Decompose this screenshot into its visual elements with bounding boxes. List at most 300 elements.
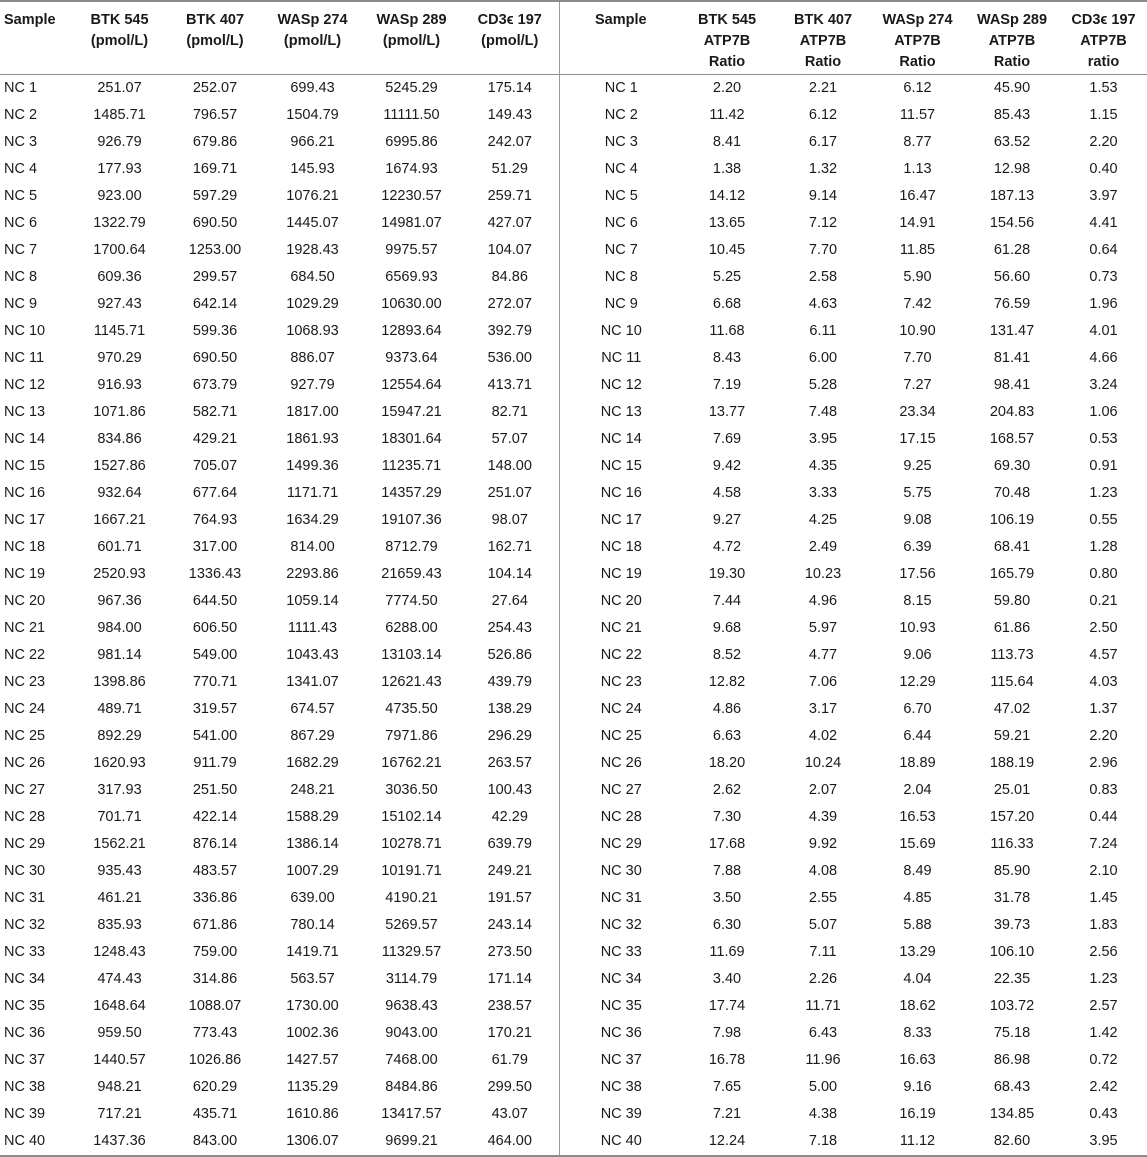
value-cell: 272.07 <box>487 296 532 312</box>
value-cell: 115.64 <box>990 674 1034 690</box>
value-cell: 690.50 <box>192 215 238 231</box>
value-cell: 1068.93 <box>286 323 339 339</box>
value-cell: 18.62 <box>899 998 936 1014</box>
value-cell: 5.97 <box>808 620 838 636</box>
value-cell: 191.57 <box>487 890 532 906</box>
value-cell: 2293.86 <box>286 566 339 582</box>
value-cell: 9.92 <box>808 836 838 852</box>
header-line: ATP7B <box>894 33 941 49</box>
value-cell: 9.25 <box>903 458 932 474</box>
sample-cell: NC 29 <box>559 831 679 858</box>
value-cell: 867.29 <box>290 728 335 744</box>
value-cell: 549.00 <box>192 647 238 663</box>
sample-cell: NC 14 <box>559 426 679 453</box>
value-cell: 3.97 <box>1089 188 1118 204</box>
sample-cell: NC 35 <box>4 998 46 1014</box>
value-cell: 15.69 <box>899 836 936 852</box>
value-cell: 0.64 <box>1089 242 1118 258</box>
value-cell: 259.71 <box>487 188 532 204</box>
left-column-header-2 <box>167 1 263 75</box>
value-cell: 82.60 <box>993 1133 1031 1149</box>
value-cell: 12621.43 <box>381 674 442 690</box>
value-cell: 4.25 <box>808 512 838 528</box>
value-cell: 56.60 <box>993 269 1031 285</box>
value-cell: 6.39 <box>903 539 932 555</box>
value-cell: 601.71 <box>97 539 142 555</box>
value-cell: 25.01 <box>993 782 1031 798</box>
sample-cell: NC 13 <box>4 404 46 420</box>
value-cell: 461.21 <box>97 890 142 906</box>
table-row <box>0 615 1147 642</box>
value-cell: 6.43 <box>808 1025 838 1041</box>
value-cell: 773.43 <box>192 1025 238 1041</box>
sample-cell: NC 26 <box>559 750 679 777</box>
sample-cell: NC 38 <box>4 1079 46 1095</box>
value-cell: 68.41 <box>993 539 1031 555</box>
value-cell: 886.07 <box>290 350 335 366</box>
header-line: BTK 407 <box>793 12 853 28</box>
value-cell: 717.21 <box>97 1106 142 1122</box>
sample-cell: NC 19 <box>4 566 46 582</box>
header-line: BTK 545 <box>90 12 149 28</box>
table-row <box>0 858 1147 885</box>
table-row <box>0 480 1147 507</box>
value-cell: 927.43 <box>97 296 142 312</box>
value-cell: 1.32 <box>808 161 838 177</box>
value-cell: 12893.64 <box>381 323 442 339</box>
value-cell: 677.64 <box>192 485 238 501</box>
value-cell: 84.86 <box>491 269 528 285</box>
value-cell: 170.21 <box>487 1025 532 1041</box>
header-line: WASp 289 <box>376 12 447 28</box>
value-cell: 4.85 <box>903 890 932 906</box>
header-line: CD3ϵ 197 <box>1071 12 1136 28</box>
value-cell: 1.37 <box>1089 701 1118 717</box>
value-cell: 1648.64 <box>93 998 146 1014</box>
header-line: ratio <box>1087 54 1120 70</box>
value-cell: 3.17 <box>808 701 838 717</box>
value-cell: 1.45 <box>1089 890 1118 906</box>
value-cell: 582.71 <box>192 404 238 420</box>
sample-cell: NC 16 <box>559 480 679 507</box>
sample-cell: NC 39 <box>4 1106 46 1122</box>
value-cell: 17.56 <box>899 566 936 582</box>
value-cell: 4.41 <box>1089 215 1118 231</box>
value-cell: 1440.57 <box>93 1052 146 1068</box>
sample-cell: NC 2 <box>4 107 38 123</box>
table-row <box>0 642 1147 669</box>
value-cell: 47.02 <box>993 701 1031 717</box>
value-cell: 699.43 <box>290 80 335 96</box>
value-cell: 489.71 <box>97 701 142 717</box>
value-cell: 12.82 <box>708 674 746 690</box>
value-cell: 1667.21 <box>93 512 146 528</box>
value-cell: 2.42 <box>1089 1079 1118 1095</box>
value-cell: 14.12 <box>708 188 746 204</box>
table-row <box>0 1020 1147 1047</box>
value-cell: 242.07 <box>487 134 532 150</box>
value-cell: 1588.29 <box>286 809 339 825</box>
sample-cell: NC 5 <box>4 188 38 204</box>
value-cell: 70.48 <box>993 485 1031 501</box>
value-cell: 1674.93 <box>385 161 438 177</box>
value-cell: 609.36 <box>97 269 142 285</box>
value-cell: 1928.43 <box>286 242 339 258</box>
value-cell: 1071.86 <box>93 404 146 420</box>
value-cell: 1026.86 <box>188 1052 242 1068</box>
left-column-header-0 <box>0 1 72 75</box>
value-cell: 7.19 <box>712 377 742 393</box>
sample-cell: NC 7 <box>559 237 679 264</box>
sample-cell: NC 4 <box>4 161 38 177</box>
value-cell: 1111.43 <box>287 620 338 636</box>
value-cell: 11.57 <box>899 107 936 123</box>
table-row <box>0 831 1147 858</box>
value-cell: 273.50 <box>487 944 532 960</box>
value-cell: 1.83 <box>1089 917 1118 933</box>
sample-cell: NC 16 <box>4 485 46 501</box>
value-cell: 413.71 <box>487 377 532 393</box>
value-cell: 4.03 <box>1089 674 1118 690</box>
header-line: (pmol/L) <box>481 33 539 49</box>
sample-cell: NC 24 <box>4 701 46 717</box>
value-cell: 104.07 <box>487 242 532 258</box>
value-cell: 1.38 <box>712 161 742 177</box>
table-row <box>0 561 1147 588</box>
value-cell: 1059.14 <box>286 593 339 609</box>
value-cell: 642.14 <box>192 296 238 312</box>
value-cell: 1088.07 <box>188 998 242 1014</box>
value-cell: 6.63 <box>712 728 742 744</box>
value-cell: 892.29 <box>97 728 142 744</box>
header-line: Ratio <box>899 54 936 70</box>
table-row <box>0 210 1147 237</box>
sample-cell: NC 22 <box>559 642 679 669</box>
value-cell: 1634.29 <box>286 512 339 528</box>
value-cell: 3.24 <box>1089 377 1118 393</box>
value-cell: 8712.79 <box>385 539 438 555</box>
sample-cell: NC 8 <box>559 264 679 291</box>
value-cell: 1.06 <box>1089 404 1118 420</box>
header-line: WASp 274 <box>882 12 953 28</box>
value-cell: 1253.00 <box>188 242 242 258</box>
value-cell: 113.73 <box>990 647 1034 663</box>
value-cell: 927.79 <box>290 377 335 393</box>
value-cell: 796.57 <box>192 107 238 123</box>
table-row <box>0 696 1147 723</box>
value-cell: 11235.71 <box>381 458 442 474</box>
value-cell: 263.57 <box>487 755 532 771</box>
value-cell: 4.72 <box>712 539 742 555</box>
value-cell: 7.69 <box>712 431 742 447</box>
value-cell: 177.93 <box>97 161 142 177</box>
value-cell: 154.56 <box>989 215 1035 231</box>
value-cell: 8484.86 <box>385 1079 438 1095</box>
header-line: Ratio <box>804 54 842 70</box>
header-line: WASp 289 <box>976 12 1048 28</box>
value-cell: 9699.21 <box>385 1133 438 1149</box>
value-cell: 22.35 <box>993 971 1031 987</box>
value-cell: 3.40 <box>712 971 742 987</box>
sample-cell: NC 9 <box>4 296 38 312</box>
value-cell: 2.21 <box>808 80 838 96</box>
value-cell: 1682.29 <box>286 755 339 771</box>
table-row <box>0 966 1147 993</box>
value-cell: 7.48 <box>808 404 838 420</box>
value-cell: 5.25 <box>712 269 742 285</box>
value-cell: 7.12 <box>808 215 838 231</box>
value-cell: 1386.14 <box>286 836 339 852</box>
value-cell: 8.33 <box>903 1025 932 1041</box>
value-cell: 10.24 <box>804 755 842 771</box>
sample-cell: NC 18 <box>4 539 46 555</box>
value-cell: 705.07 <box>192 458 238 474</box>
value-cell: 21659.43 <box>381 566 442 582</box>
value-cell: 15947.21 <box>381 404 442 420</box>
value-cell: 959.50 <box>97 1025 142 1041</box>
value-cell: 317.00 <box>192 539 238 555</box>
sample-cell: NC 33 <box>4 944 46 960</box>
value-cell: 6.12 <box>903 80 932 96</box>
value-cell: 7.18 <box>808 1133 838 1149</box>
value-cell: 248.21 <box>290 782 335 798</box>
value-cell: 5.07 <box>808 917 838 933</box>
value-cell: 12.98 <box>993 161 1031 177</box>
value-cell: 45.90 <box>993 80 1031 96</box>
table-header <box>0 1 1147 75</box>
value-cell: 684.50 <box>290 269 335 285</box>
value-cell: 1610.86 <box>286 1106 339 1122</box>
sample-cell: NC 19 <box>559 561 679 588</box>
value-cell: 51.29 <box>491 161 528 177</box>
sample-cell: NC 28 <box>4 809 46 825</box>
value-cell: 81.41 <box>993 350 1031 366</box>
sample-cell: NC 25 <box>4 728 46 744</box>
sample-cell: NC 4 <box>559 156 679 183</box>
value-cell: 18.20 <box>708 755 746 771</box>
table-row <box>0 129 1147 156</box>
sample-cell: NC 27 <box>4 782 46 798</box>
value-cell: 671.86 <box>192 917 238 933</box>
header-line: CD3ϵ 197 <box>477 12 542 28</box>
sample-cell: NC 34 <box>559 966 679 993</box>
value-cell: 1445.07 <box>286 215 339 231</box>
sample-cell: NC 6 <box>4 215 38 231</box>
value-cell: 563.57 <box>290 971 335 987</box>
value-cell: 16.63 <box>899 1052 936 1068</box>
sample-cell: NC 24 <box>559 696 679 723</box>
value-cell: 1427.57 <box>286 1052 339 1068</box>
sample-cell: NC 21 <box>4 620 46 636</box>
value-cell: 15102.14 <box>381 809 442 825</box>
value-cell: 10.90 <box>899 323 936 339</box>
value-cell: 2.50 <box>1089 620 1118 636</box>
value-cell: 1002.36 <box>286 1025 339 1041</box>
sample-cell: NC 39 <box>559 1101 679 1128</box>
value-cell: 0.55 <box>1089 512 1118 528</box>
value-cell: 7971.86 <box>385 728 438 744</box>
value-cell: 429.21 <box>192 431 238 447</box>
table-row <box>0 885 1147 912</box>
value-cell: 98.41 <box>993 377 1031 393</box>
value-cell: 61.79 <box>491 1052 528 1068</box>
value-cell: 98.07 <box>491 512 528 528</box>
value-cell: 7.21 <box>712 1106 742 1122</box>
table-row <box>0 750 1147 777</box>
sample-cell: NC 10 <box>559 318 679 345</box>
sample-cell: NC 28 <box>559 804 679 831</box>
value-cell: 1.53 <box>1089 80 1118 96</box>
header-line: Sample <box>4 12 56 28</box>
value-cell: 106.19 <box>989 512 1035 528</box>
value-cell: 0.72 <box>1089 1052 1118 1068</box>
table-row <box>0 291 1147 318</box>
header-line: (pmol/L) <box>382 33 441 49</box>
value-cell: 1076.21 <box>286 188 339 204</box>
value-cell: 17.74 <box>708 998 746 1014</box>
value-cell: 926.79 <box>97 134 142 150</box>
value-cell: 171.14 <box>487 971 532 987</box>
table-row <box>0 318 1147 345</box>
value-cell: 7.42 <box>903 296 932 312</box>
right-column-header-2 <box>775 1 871 75</box>
value-cell: 764.93 <box>192 512 238 528</box>
value-cell: 780.14 <box>290 917 335 933</box>
value-cell: 12554.64 <box>381 377 442 393</box>
value-cell: 8.15 <box>903 593 932 609</box>
value-cell: 0.43 <box>1089 1106 1118 1122</box>
value-cell: 422.14 <box>192 809 238 825</box>
value-cell: 10191.71 <box>381 863 442 879</box>
value-cell: 157.20 <box>989 809 1035 825</box>
value-cell: 7.65 <box>712 1079 742 1095</box>
value-cell: 13103.14 <box>381 647 442 663</box>
value-cell: 104.14 <box>487 566 532 582</box>
value-cell: 7.70 <box>903 350 932 366</box>
value-cell: 7.06 <box>808 674 838 690</box>
header-line: Sample <box>594 12 647 28</box>
sample-cell: NC 37 <box>4 1052 46 1068</box>
value-cell: 7.11 <box>809 944 837 960</box>
sample-cell: NC 12 <box>559 372 679 399</box>
value-cell: 10.45 <box>708 242 746 258</box>
value-cell: 966.21 <box>290 134 335 150</box>
value-cell: 188.19 <box>989 755 1035 771</box>
value-cell: 2.20 <box>1089 134 1118 150</box>
value-cell: 5269.57 <box>385 917 438 933</box>
value-cell: 3036.50 <box>385 782 438 798</box>
value-cell: 8.49 <box>903 863 932 879</box>
value-cell: 11.69 <box>709 944 745 960</box>
sample-cell: NC 31 <box>4 890 46 906</box>
value-cell: 5.00 <box>808 1079 838 1095</box>
sample-cell: NC 11 <box>4 350 45 366</box>
value-cell: 16762.21 <box>381 755 442 771</box>
header-line: Ratio <box>708 54 746 70</box>
value-cell: 4.77 <box>808 647 838 663</box>
header-line: WASp 274 <box>277 12 348 28</box>
value-cell: 9.42 <box>712 458 742 474</box>
value-cell: 10.93 <box>899 620 936 636</box>
value-cell: 0.80 <box>1089 566 1118 582</box>
sample-cell: NC 33 <box>559 939 679 966</box>
table-row <box>0 939 1147 966</box>
value-cell: 16.47 <box>899 188 936 204</box>
value-cell: 131.47 <box>989 323 1035 339</box>
value-cell: 2.55 <box>808 890 838 906</box>
header-line: (pmol/L) <box>90 33 149 49</box>
value-cell: 11.85 <box>899 242 936 258</box>
value-cell: 27.64 <box>491 593 528 609</box>
value-cell: 59.80 <box>993 593 1031 609</box>
value-cell: 336.86 <box>192 890 238 906</box>
value-cell: 296.29 <box>487 728 532 744</box>
value-cell: 9.08 <box>903 512 932 528</box>
value-cell: 23.34 <box>899 404 936 420</box>
value-cell: 9.16 <box>903 1079 932 1095</box>
value-cell: 690.50 <box>192 350 238 366</box>
value-cell: 168.57 <box>989 431 1035 447</box>
right-column-header-0 <box>559 1 679 75</box>
value-cell: 13.77 <box>708 404 746 420</box>
value-cell: 916.93 <box>97 377 142 393</box>
header-line: ATP7B <box>703 33 751 49</box>
value-cell: 63.52 <box>993 134 1031 150</box>
value-cell: 1562.21 <box>93 836 146 852</box>
value-cell: 701.71 <box>97 809 142 825</box>
value-cell: 61.86 <box>993 620 1031 636</box>
table-row <box>0 507 1147 534</box>
value-cell: 2.57 <box>1089 998 1118 1014</box>
value-cell: 12230.57 <box>381 188 442 204</box>
value-cell: 138.29 <box>487 701 532 717</box>
value-cell: 599.36 <box>192 323 238 339</box>
sample-cell: NC 27 <box>559 777 679 804</box>
value-cell: 835.93 <box>97 917 142 933</box>
value-cell: 427.07 <box>487 215 532 231</box>
value-cell: 19107.36 <box>381 512 442 528</box>
value-cell: 11.96 <box>805 1052 841 1068</box>
value-cell: 7774.50 <box>385 593 438 609</box>
value-cell: 4.39 <box>808 809 838 825</box>
value-cell: 8.41 <box>712 134 742 150</box>
sample-cell: NC 11 <box>559 345 679 372</box>
value-cell: 18.89 <box>899 755 936 771</box>
value-cell: 639.79 <box>487 836 532 852</box>
value-cell: 10.23 <box>804 566 842 582</box>
value-cell: 6.12 <box>808 107 838 123</box>
sample-cell: NC 22 <box>4 647 46 663</box>
value-cell: 1817.00 <box>286 404 339 420</box>
sample-cell: NC 23 <box>4 674 46 690</box>
left-column-header-4 <box>362 1 461 75</box>
value-cell: 7.30 <box>712 809 742 825</box>
value-cell: 85.90 <box>993 863 1031 879</box>
value-cell: 82.71 <box>491 404 528 420</box>
value-cell: 5.28 <box>808 377 838 393</box>
table-body <box>0 75 1147 1157</box>
value-cell: 674.57 <box>290 701 335 717</box>
table-row <box>0 1128 1147 1156</box>
value-cell: 9975.57 <box>385 242 438 258</box>
sample-cell: NC 10 <box>4 323 46 339</box>
value-cell: 6.17 <box>808 134 838 150</box>
value-cell: 19.30 <box>708 566 746 582</box>
sample-cell: NC 31 <box>559 885 679 912</box>
table-row <box>0 1047 1147 1074</box>
value-cell: 6569.93 <box>385 269 438 285</box>
value-cell: 11.71 <box>805 998 841 1014</box>
